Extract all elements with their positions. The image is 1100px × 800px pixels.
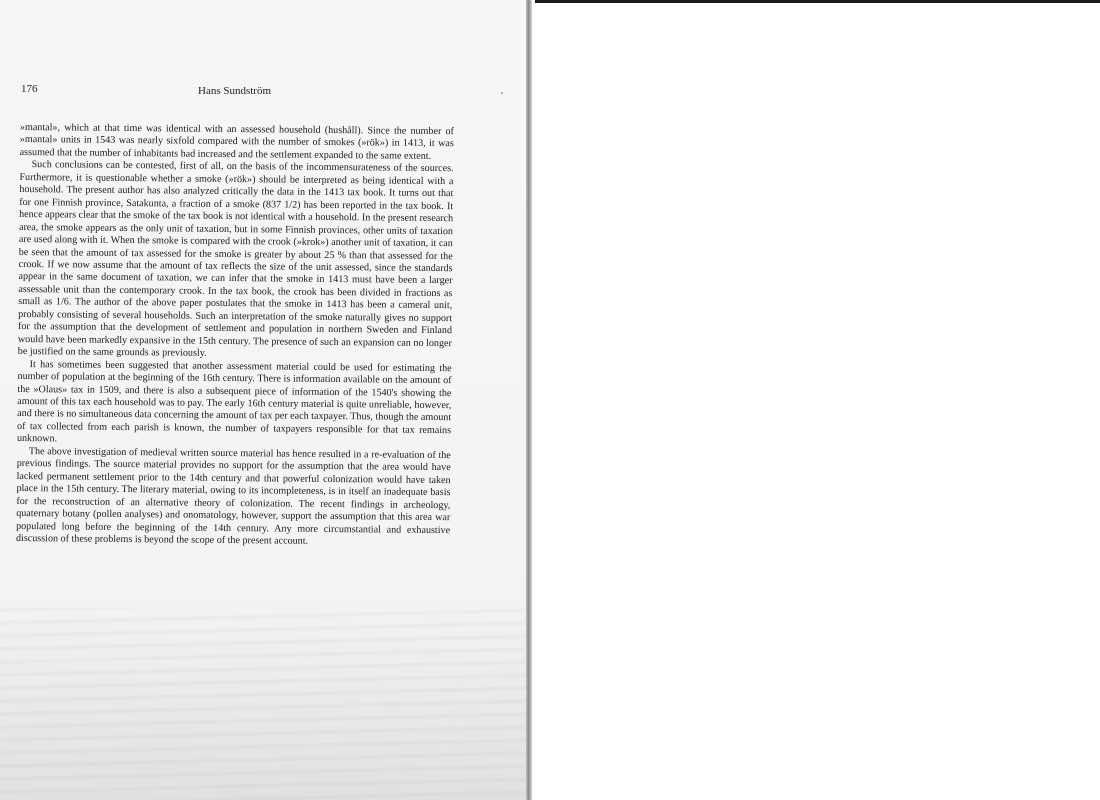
body-text xyxy=(16,122,454,550)
scanner-edge-bar xyxy=(535,0,1100,3)
show-through-bleed xyxy=(0,608,528,800)
paragraph: »mantal», which at that time was identical with an assessed household (hushåll). Since the number of »mantal» units in 1543 was nearly sixfold compared with the number of smokes (»rök») in 1413, it was assumed that the number of inhabitants had increased and the settlement expanded to the same extent. xyxy=(19,122,454,162)
paragraph: The above investigation of medieval written source material has hence resulted in a re-evaluation of the previous findings. The source material provides no support for the assumption that the area would have lacked permanent settlement prior to the 14th century and that powerful colonization would have taken place in the 15th century. The literary material, owing to its incompleteness, is in itself an inadequate basis for the reconstruction of an alternative theory of colonization. The recent findings in archeology, quaternary botany (pollen analyses) and onomatology, however, support the assumption that this area war populated long before the beginning of the 14th century. Any more circumstantial and exhaustive discussion of these problems is beyond the scope of the present account. xyxy=(15,445,451,547)
page-number: 176 xyxy=(21,83,38,95)
paragraph: It has sometimes been suggested that another assessment material could be used for estimating the number of population at the beginning of the 16th century. There is information available on the amount of the »Olaus» tax in 1509, and there is also a subsequent piece of information of the 1540's showing the amount of this tax each household was to pay. The early 16th century material is quite unreliable, however, and there is no simultaneous data concerning the amount of tax per each taxpayer. Thus, though the amount of tax collected from each parish is known, the number of taxpayers responsible for that tax remains unknown. xyxy=(16,358,452,445)
running-head: Hans Sundström xyxy=(198,85,272,97)
dust-speck xyxy=(501,92,503,94)
right-page-blank xyxy=(532,0,1100,800)
paragraph: Such conclusions can be contested, first of all, on the basis of the incommensurateness of the sources. Furthermore, it is questionable whether a smoke (»rök») should be interpreted as being identical with a household. The present author has also analyzed critically the data in the 1413 tax book. It turns out that for one Finnish province, Satakunta, a fraction of a smoke (837 1/2) has been reported in the tax book. It hence appears clear that the smoke of the tax book is not identical with a household. In the present research area, the smoke appears as the only unit of taxation, but in some Finnish provinces, other units of taxation are used along with it. When the smoke is compared with the crook (»krok») another unit of taxation, it can be seen that the amount of tax assessed for the smoke is greater by about 25 % than that assessed for the crook. If we now assume that the amount of tax reflects the size of the unit assessed, since the standards appear in the same document of taxation, we can infer that the smoke in 1413 must have been a larger assessable unit than the contemporary crook. In the tax book, the crook has been divided in fractions as small as 1/6. The author of the above paper postulates that the smoke in 1413 has been a cameral unit, probably consisting of several households. Such an interpretation of the smoke naturally gives no support for the assumption that the development of settlement and population in northern Sweden and Finland would have been markedly expansive in the 15th century. The presence of such an expansion can no longer be justified on the same grounds as previously. xyxy=(17,159,454,359)
left-page xyxy=(0,0,528,800)
